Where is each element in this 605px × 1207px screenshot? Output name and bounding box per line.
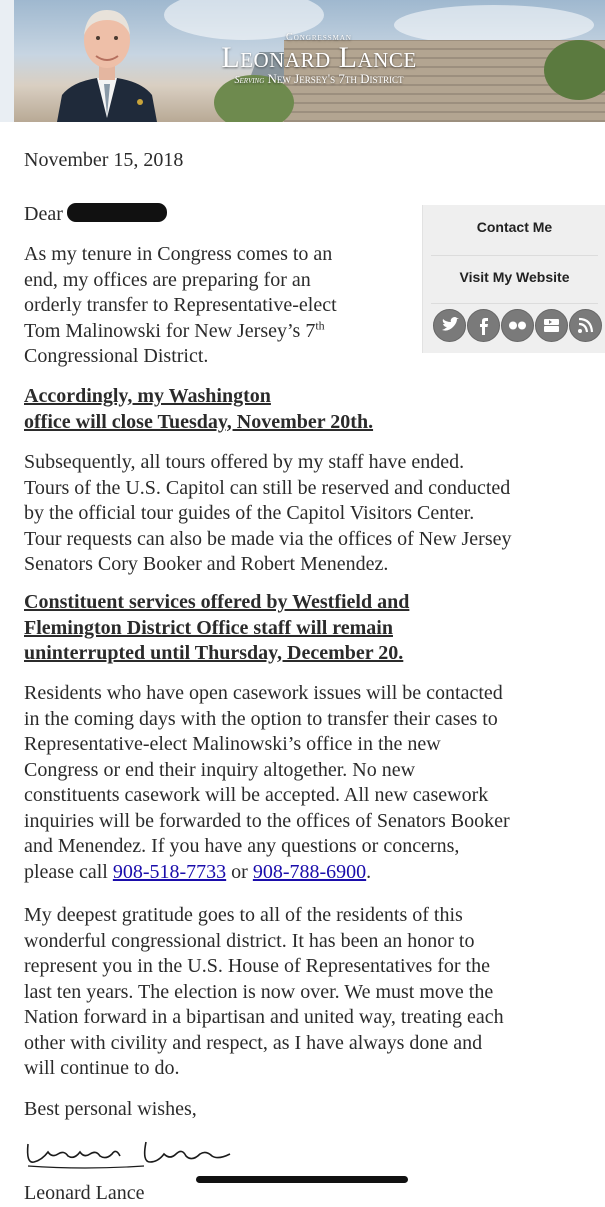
paragraph-line-text: Tom Malinowski for New Jersey’s 7 <box>24 319 316 342</box>
header-banner <box>0 0 605 122</box>
paragraph-line <box>24 319 414 345</box>
closing-line: Best personal wishes, <box>24 1098 197 1120</box>
home-indicator[interactable] <box>196 1176 408 1183</box>
paragraph-line: Tours of the U.S. Capitol can still be reserved and conducted <box>24 476 511 499</box>
signature <box>24 1136 234 1172</box>
paragraph-line: last ten years. The election is now over. We must move the <box>24 980 494 1003</box>
paragraph-line: by the official tour guides of the Capitol Visitors Center. <box>24 502 475 524</box>
redacted-name <box>67 203 167 222</box>
flickr-icon[interactable] <box>501 309 534 342</box>
paragraph-tours <box>24 450 605 578</box>
visit-website-link[interactable]: Visit My Website <box>459 269 570 285</box>
signer-name: Leonard Lance <box>24 1182 145 1204</box>
heading-line: office will close Tuesday, November 20th. <box>24 410 374 433</box>
paragraph-line: other with civility and respect, as I have always done and <box>24 1031 483 1054</box>
rss-icon[interactable] <box>569 309 602 342</box>
banner-title <box>184 32 454 87</box>
banner-background <box>14 0 605 122</box>
paragraph-line <box>24 860 605 886</box>
facebook-icon[interactable] <box>467 309 500 342</box>
paragraph-line: Residents who have open casework issues will be contacted <box>24 682 503 704</box>
banner-title-name: Leonard Lance <box>221 41 417 74</box>
banner-title-small: Congressman <box>286 32 352 43</box>
heading-line: Accordingly, my Washington <box>24 385 271 407</box>
paragraph-casework <box>24 681 605 885</box>
heading-washington-office <box>24 384 373 435</box>
salutation-text: Dear <box>24 203 63 225</box>
phone-link-westfield[interactable]: 908-518-7733 <box>112 860 227 883</box>
twitter-icon[interactable] <box>433 309 466 342</box>
paragraph-line: Congressional District. <box>24 345 209 367</box>
paragraph-line: constituents casework will be accepted. All new casework <box>24 784 489 806</box>
paragraph-line: wonderful congressional district. It has been an honor to <box>24 929 475 952</box>
paragraph-line: inquiries will be forwarded to the offices of Senators Booker <box>24 809 510 832</box>
divider <box>431 255 598 256</box>
contact-sidebar <box>422 205 605 353</box>
paragraph-line: Nation forward in a bipartisan and united way, treating each <box>24 1006 504 1028</box>
call-suffix: . <box>366 860 372 883</box>
paragraph-line: represent you in the U.S. House of Representatives for the <box>24 955 490 977</box>
heading-line: Flemington District Office staff will remain <box>24 616 393 639</box>
paragraph-line: Tour requests can also be made via the offices of New Jersey <box>24 527 512 550</box>
banner-subtitle-text: New Jersey's 7th District <box>267 71 404 86</box>
paragraph-line: in the coming days with the option to transfer their cases to <box>24 707 498 730</box>
phone-joiner: or <box>226 860 253 883</box>
paragraph-line: orderly transfer to Representative-elect <box>24 294 337 316</box>
paragraph-line: end, my offices are preparing for an <box>24 268 311 291</box>
paragraph-1 <box>24 242 414 370</box>
paragraph-line: As my tenure in Congress comes to an <box>24 243 333 265</box>
social-icons-row <box>433 309 603 343</box>
paragraph-line: will continue to do. <box>24 1057 180 1079</box>
portrait-photo <box>52 0 162 122</box>
youtube-icon[interactable] <box>535 309 568 342</box>
heading-line: uninterrupted until Thursday, December 20. <box>24 642 404 664</box>
ordinal-suffix: th <box>315 317 325 332</box>
paragraph-line: Senators Cory Booker and Robert Menendez. <box>24 553 389 575</box>
call-prefix: please call <box>24 860 113 883</box>
paragraph-line: Representative-elect Malinowski’s office in the new <box>24 733 441 755</box>
contact-me-link[interactable]: Contact Me <box>476 219 553 235</box>
letter-date: November 15, 2018 <box>24 149 184 171</box>
heading-line: Constituent services offered by Westfield and <box>24 591 410 613</box>
paragraph-line: and Menendez. If you have any questions or concerns, <box>24 835 460 857</box>
heading-constituent-services <box>24 590 409 667</box>
paragraph-line: Subsequently, all tours offered by my staff have ended. <box>24 451 465 473</box>
banner-subtitle-prefix: Serving <box>234 75 265 86</box>
salutation <box>24 202 167 228</box>
phone-link-flemington[interactable]: 908-788-6900 <box>252 860 367 883</box>
divider <box>431 303 598 304</box>
paragraph-gratitude <box>24 903 605 1082</box>
paragraph-line: My deepest gratitude goes to all of the residents of this <box>24 904 463 926</box>
paragraph-line: Congress or end their inquiry altogether. No new <box>24 758 416 781</box>
tree <box>544 40 605 100</box>
